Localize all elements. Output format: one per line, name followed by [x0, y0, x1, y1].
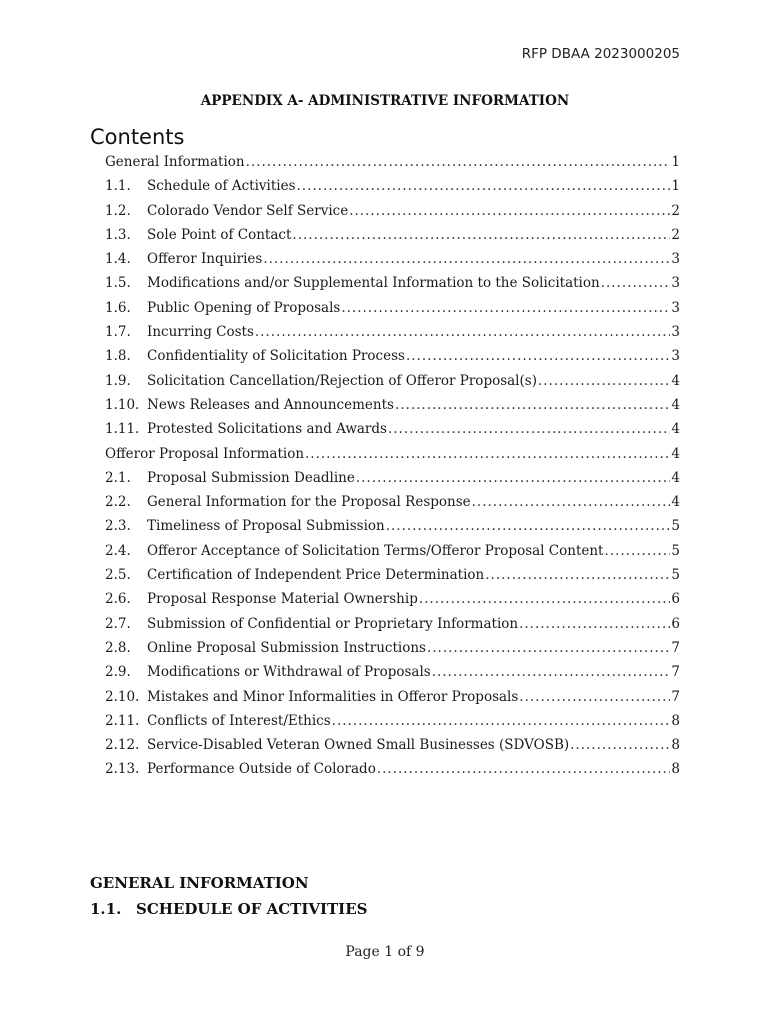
toc-entry-page-number: 5 — [671, 518, 680, 535]
toc-entry[interactable] — [105, 709, 680, 733]
toc-entry[interactable] — [105, 612, 680, 636]
toc-entry[interactable] — [105, 296, 680, 320]
toc-entry-title: News Releases and Announcements — [147, 396, 394, 413]
toc-entry-title: Online Proposal Submission Instructions — [147, 639, 426, 656]
toc-entry-title: Solicitation Cancellation/Rejection of Offeror Proposal(s) — [147, 372, 537, 389]
toc-entry-page-number: 7 — [671, 664, 680, 681]
appendix-title: APPENDIX A- ADMINISTRATIVE INFORMATION — [200, 93, 570, 109]
toc-entry[interactable] — [105, 199, 680, 223]
toc-entry-title: General Information for the Proposal Response — [147, 494, 471, 511]
toc-entry-page-number: 6 — [671, 615, 680, 632]
toc-entry-page-number: 4 — [671, 372, 680, 389]
toc-entry-title: Submission of Confidential or Proprietary Information — [147, 615, 519, 632]
toc-dot-leader — [519, 612, 670, 636]
toc-entry-title: Certification of Independent Price Determination — [147, 567, 485, 584]
toc-entry-number: 1.6. — [105, 299, 131, 316]
toc-entry[interactable] — [105, 344, 680, 368]
toc-dot-leader — [297, 174, 671, 198]
toc-entry-page-number: 5 — [671, 542, 680, 559]
contents-heading: Contents — [90, 125, 185, 149]
toc-entry[interactable] — [105, 271, 680, 295]
toc-entry[interactable] — [105, 223, 680, 247]
toc-entry-number: 2.2. — [105, 494, 131, 511]
toc-entry-number: 2.6. — [105, 591, 131, 608]
toc-dot-leader — [538, 369, 670, 393]
toc-dot-leader — [601, 271, 671, 295]
toc-entry-number: 1.10. — [105, 396, 140, 413]
toc-dot-leader — [263, 247, 670, 271]
toc-entry-number: 1.11. — [105, 421, 140, 438]
toc-entry-page-number: 4 — [671, 421, 680, 438]
toc-dot-leader — [332, 709, 671, 733]
toc-entry-page-number: 2 — [671, 202, 680, 219]
toc-dot-leader — [519, 685, 670, 709]
table-of-contents — [105, 150, 680, 782]
toc-entry[interactable] — [105, 490, 680, 514]
toc-entry-page-number: 4 — [671, 469, 680, 486]
toc-entry-number: 1.5. — [105, 275, 131, 292]
toc-dot-leader — [246, 150, 671, 174]
toc-dot-leader — [292, 223, 670, 247]
toc-entry-number: 2.13. — [105, 761, 140, 778]
toc-entry-title: Service-Disabled Veteran Owned Small Businesses (SDVOSB) — [147, 737, 570, 754]
toc-entry[interactable] — [105, 685, 680, 709]
toc-dot-leader — [341, 296, 670, 320]
toc-entry[interactable] — [105, 174, 680, 198]
toc-entry-number: 1.7. — [105, 324, 131, 341]
toc-entry-title: Proposal Response Material Ownership — [147, 591, 418, 608]
toc-entry-page-number: 6 — [671, 591, 680, 608]
subsection-title: SCHEDULE OF ACTIVITIES — [136, 900, 368, 918]
toc-dot-leader — [485, 563, 670, 587]
toc-dot-leader — [604, 539, 670, 563]
toc-entry-number: 2.3. — [105, 518, 131, 535]
toc-entry[interactable] — [105, 247, 680, 271]
toc-entry[interactable] — [105, 466, 680, 490]
toc-entry-page-number: 4 — [671, 396, 680, 413]
toc-entry-page-number: 4 — [671, 494, 680, 511]
toc-entry-number: 2.12. — [105, 737, 140, 754]
toc-dot-leader — [432, 660, 671, 684]
subsection-heading-schedule-of-activities — [90, 900, 367, 918]
toc-entry[interactable] — [105, 539, 680, 563]
toc-entry-page-number: 8 — [671, 737, 680, 754]
toc-entry-title: Colorado Vendor Self Service — [147, 202, 349, 219]
toc-entry-title: Public Opening of Proposals — [147, 299, 341, 316]
toc-entry[interactable] — [105, 393, 680, 417]
toc-entry-page-number: 8 — [671, 761, 680, 778]
toc-entry-title: Schedule of Activities — [147, 178, 296, 195]
toc-entry-number: 2.10. — [105, 688, 140, 705]
toc-entry[interactable] — [105, 733, 680, 757]
toc-entry[interactable] — [105, 369, 680, 393]
toc-entry-page-number: 1 — [671, 154, 680, 170]
toc-entry-title: Mistakes and Minor Informalities in Offeror Proposals — [147, 688, 519, 705]
toc-dot-leader — [395, 393, 670, 417]
toc-dot-leader — [255, 320, 671, 344]
toc-entry-title: Confidentiality of Solicitation Process — [147, 348, 405, 365]
toc-entry-title: Sole Point of Contact — [147, 226, 292, 243]
toc-dot-leader — [305, 442, 670, 466]
toc-entry-title: Modifications and/or Supplemental Information to the Solicitation — [147, 275, 600, 292]
toc-dot-leader — [356, 466, 671, 490]
toc-entry[interactable] — [105, 150, 680, 174]
toc-entry-number: 2.4. — [105, 542, 131, 559]
toc-entry-page-number: 7 — [671, 639, 680, 656]
toc-entry-title: Proposal Submission Deadline — [147, 469, 355, 486]
toc-entry-number: 1.8. — [105, 348, 131, 365]
toc-entry-number: 2.11. — [105, 712, 140, 729]
toc-entry-page-number: 3 — [671, 251, 680, 268]
toc-dot-leader — [472, 490, 671, 514]
toc-entry-page-number: 3 — [671, 348, 680, 365]
toc-dot-leader — [406, 344, 670, 368]
toc-dot-leader — [388, 417, 670, 441]
toc-entry[interactable] — [105, 417, 680, 441]
toc-entry[interactable] — [105, 514, 680, 538]
toc-entry-title: Offeror Inquiries — [147, 251, 263, 268]
toc-entry-number: 1.1. — [105, 178, 131, 195]
toc-entry-number: 2.5. — [105, 567, 131, 584]
toc-entry[interactable] — [105, 636, 680, 660]
toc-dot-leader — [427, 636, 670, 660]
toc-entry[interactable] — [105, 320, 680, 344]
document-reference: RFP DBAA 2023000205 — [521, 46, 680, 62]
section-heading-general-information: GENERAL INFORMATION — [90, 874, 309, 892]
toc-dot-leader — [570, 733, 670, 757]
toc-dot-leader — [419, 587, 671, 611]
toc-entry-number: 1.3. — [105, 226, 131, 243]
toc-entry-page-number: 7 — [671, 688, 680, 705]
toc-entry-number: 2.1. — [105, 469, 131, 486]
toc-entry-title: General Information — [105, 154, 245, 170]
toc-entry-number: 2.8. — [105, 639, 131, 656]
toc-entry-page-number: 1 — [671, 178, 680, 195]
toc-entry-title: Offeror Acceptance of Solicitation Terms/Offeror Proposal Content — [147, 542, 604, 559]
toc-entry-page-number: 4 — [671, 445, 680, 462]
toc-entry-page-number: 8 — [671, 712, 680, 729]
toc-entry-title: Offeror Proposal Information — [105, 445, 305, 462]
toc-entry-page-number: 3 — [671, 324, 680, 341]
toc-dot-leader — [377, 757, 671, 781]
toc-entry-number: 1.9. — [105, 372, 131, 389]
toc-entry-number: 2.7. — [105, 615, 131, 632]
toc-dot-leader — [386, 514, 671, 538]
subsection-number: 1.1. — [90, 900, 122, 918]
toc-entry[interactable] — [105, 660, 680, 684]
page-number-footer: Page 1 of 9 — [345, 944, 425, 960]
toc-entry-title: Modifications or Withdrawal of Proposals — [147, 664, 431, 681]
toc-entry-title: Incurring Costs — [147, 324, 254, 341]
toc-entry-page-number: 5 — [671, 567, 680, 584]
toc-entry-number: 1.4. — [105, 251, 131, 268]
toc-entry[interactable] — [105, 587, 680, 611]
toc-entry[interactable] — [105, 442, 680, 466]
toc-entry-title: Conflicts of Interest/Ethics — [147, 712, 331, 729]
toc-entry-title: Protested Solicitations and Awards — [147, 421, 387, 438]
toc-entry[interactable] — [105, 757, 680, 781]
toc-entry-page-number: 3 — [671, 275, 680, 292]
toc-entry-title: Performance Outside of Colorado — [147, 761, 376, 778]
toc-entry[interactable] — [105, 563, 680, 587]
toc-entry-page-number: 2 — [671, 226, 680, 243]
toc-entry-number: 1.2. — [105, 202, 131, 219]
toc-entry-page-number: 3 — [671, 299, 680, 316]
toc-dot-leader — [349, 199, 670, 223]
toc-entry-title: Timeliness of Proposal Submission — [147, 518, 385, 535]
toc-entry-number: 2.9. — [105, 664, 131, 681]
